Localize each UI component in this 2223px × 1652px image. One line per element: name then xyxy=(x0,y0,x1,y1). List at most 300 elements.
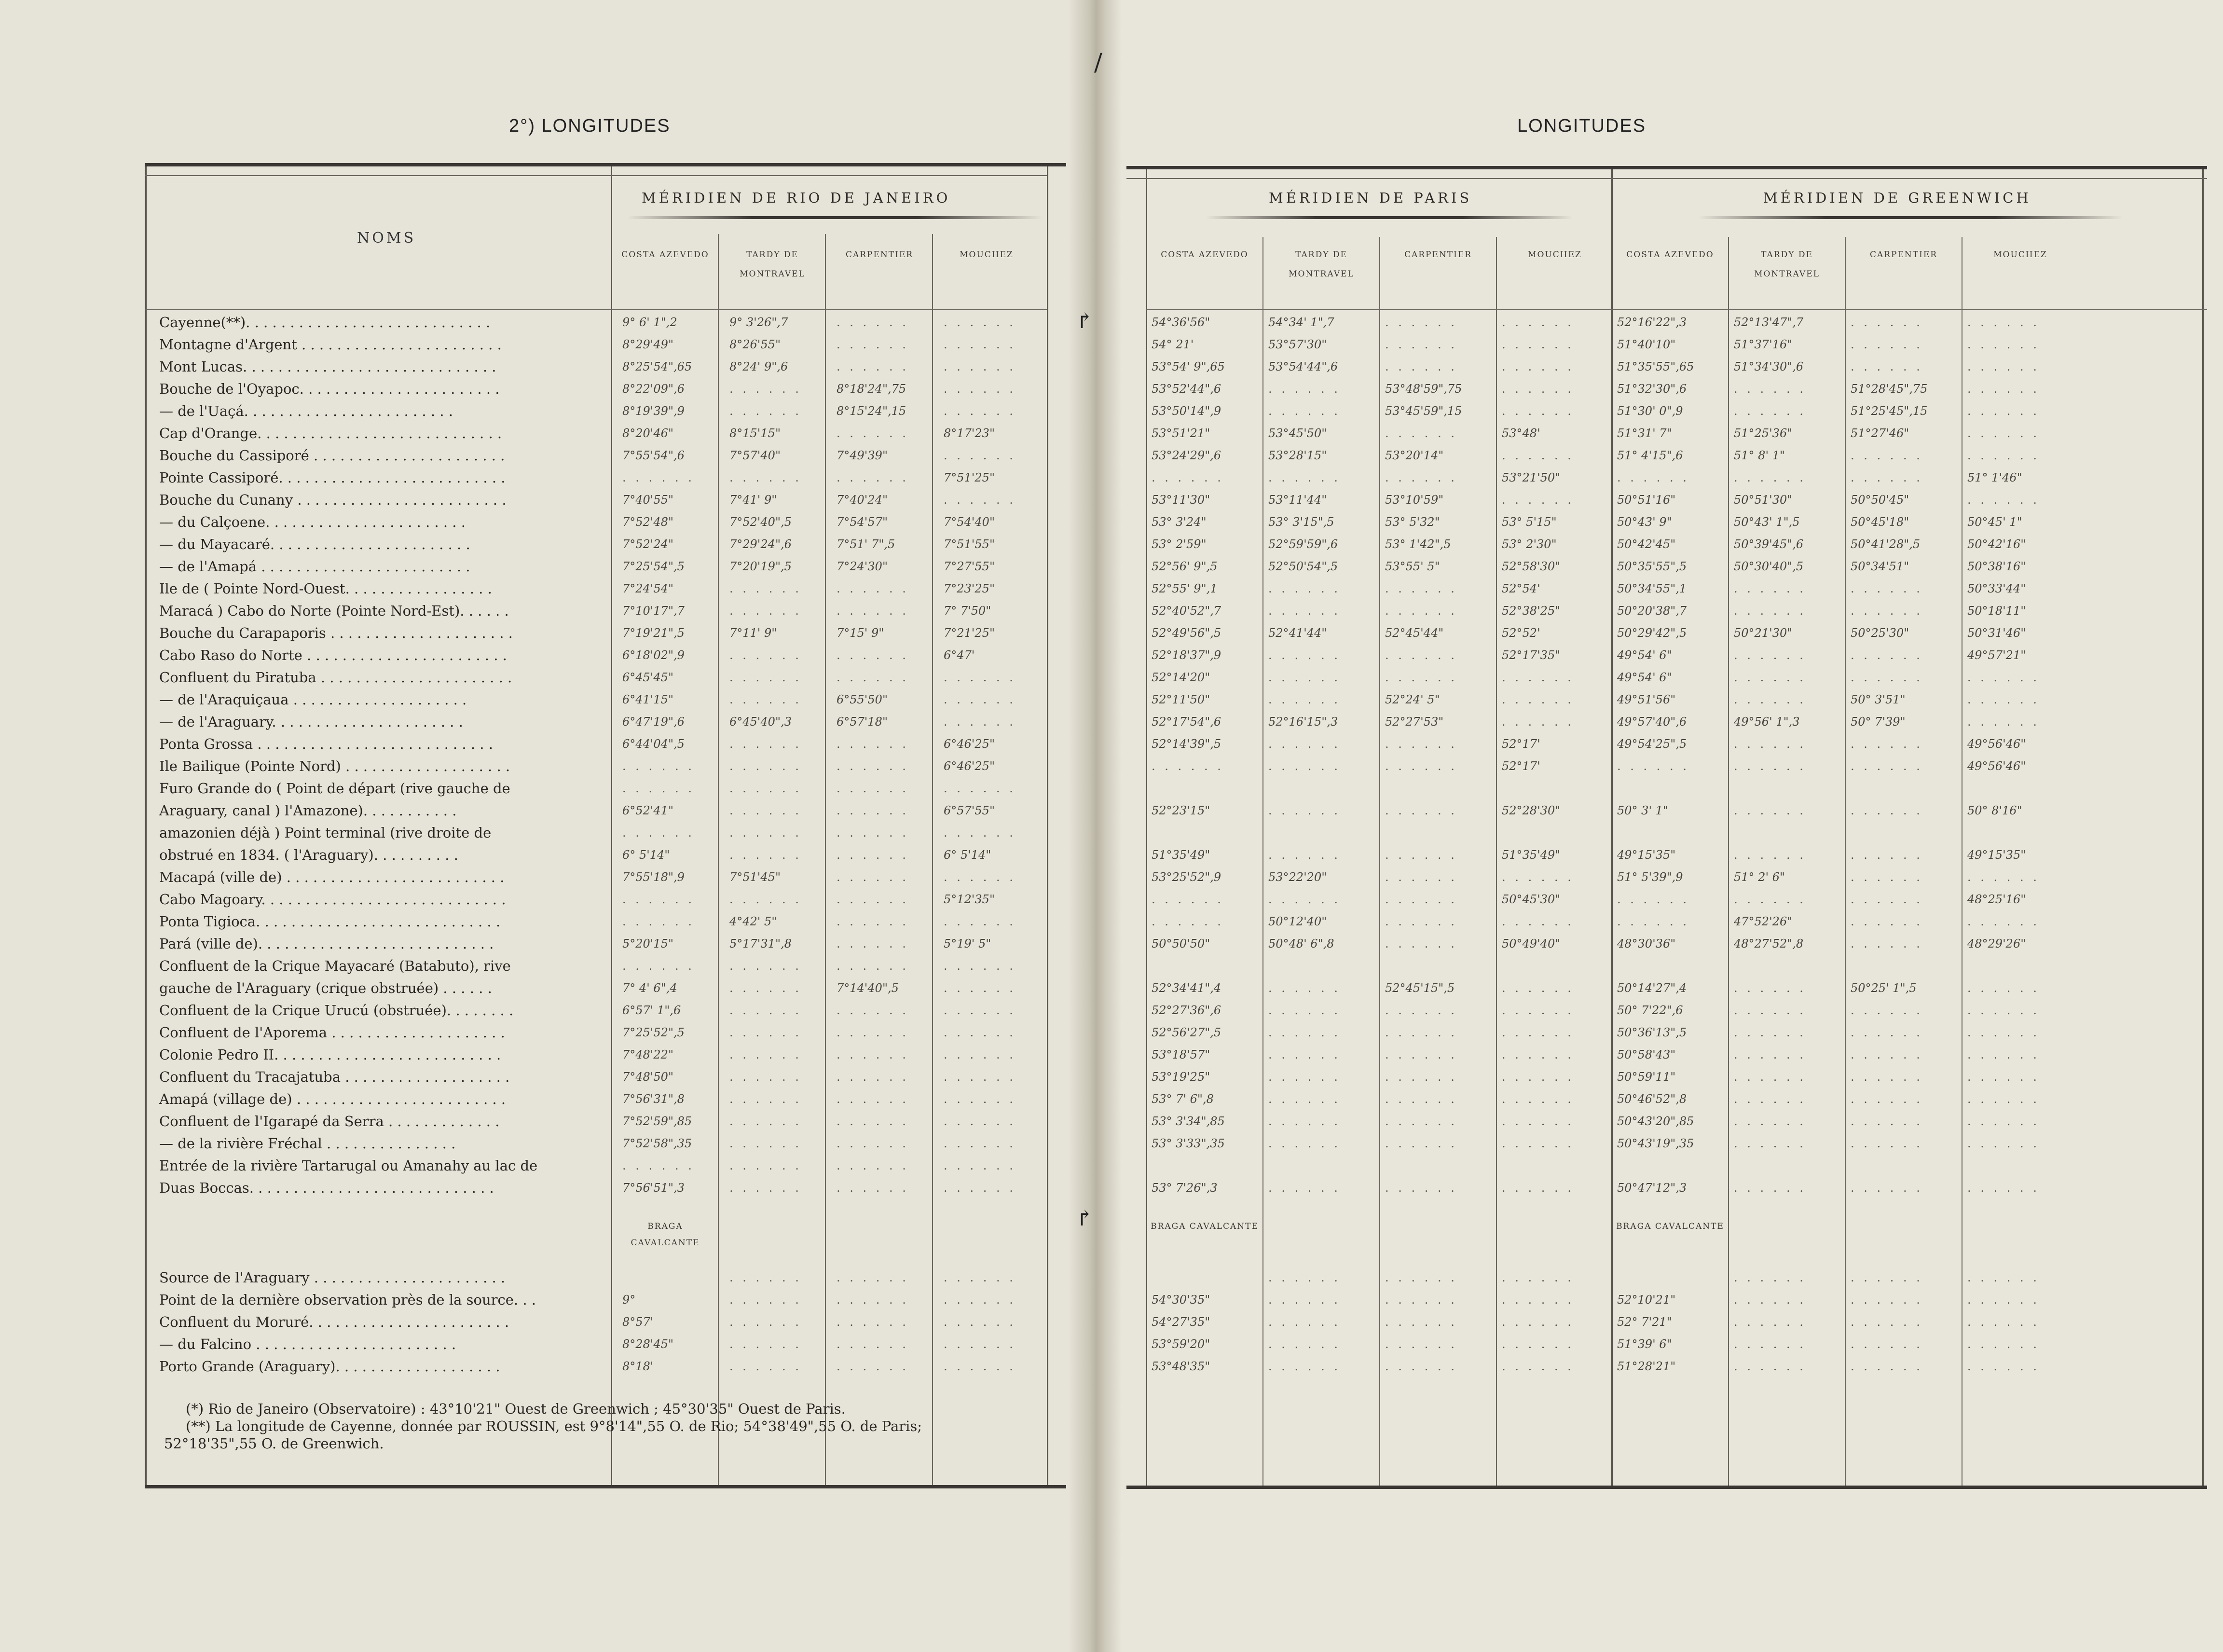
empty-cell: . . . . . . xyxy=(1385,848,1457,862)
empty-cell: . . . . . . xyxy=(1385,360,1457,373)
meridian-longitude: 50°51'30" xyxy=(1734,493,1793,507)
empty-cell: . . . . . . xyxy=(944,915,1016,928)
rio-longitude: 4°42' 5" xyxy=(729,915,777,928)
empty-cell: . . . . . . xyxy=(1385,1315,1457,1329)
empty-cell: . . . . . . xyxy=(837,360,909,373)
empty-cell: . . . . . . xyxy=(837,826,909,840)
empty-cell: . . . . . . xyxy=(944,1048,1016,1061)
empty-cell: . . . . . . xyxy=(729,1159,802,1172)
empty-cell: . . . . . . xyxy=(1851,449,1923,462)
empty-cell: . . . . . . xyxy=(1851,1315,1923,1329)
meridian-longitude: 53°48' xyxy=(1502,427,1540,440)
empty-cell: . . . . . . xyxy=(1502,449,1574,462)
empty-cell: . . . . . . xyxy=(1851,848,1923,862)
meridian-longitude: 52°17' xyxy=(1502,737,1540,751)
row-name: Confluent du Piratuba . . . . . . . . . . . . . . . . . . . . . . xyxy=(159,669,512,686)
empty-cell: . . . . . . xyxy=(1385,1337,1457,1351)
meridian-longitude: 53°11'44" xyxy=(1268,493,1327,507)
rio-longitude: 8°19'39",9 xyxy=(622,404,685,418)
rio-longitude: 7° 4' 6",4 xyxy=(622,981,677,995)
meridian-longitude: 50°39'45",6 xyxy=(1734,537,1804,551)
empty-cell: . . . . . . xyxy=(1734,1315,1806,1329)
empty-cell: . . . . . . xyxy=(837,848,909,862)
meridian-longitude: 50°51'16" xyxy=(1617,493,1676,507)
empty-cell: . . . . . . xyxy=(837,604,909,618)
empty-cell: . . . . . . xyxy=(1268,1026,1341,1039)
rio-longitude: 7°56'31",8 xyxy=(622,1092,685,1106)
rio-longitude: 7°55'54",6 xyxy=(622,449,685,462)
meridian-longitude: 50° 3' 1" xyxy=(1617,804,1668,817)
empty-cell: . . . . . . xyxy=(837,893,909,906)
meridian-longitude: 51°34'30",6 xyxy=(1734,360,1804,373)
rio-longitude: 6°44'04",5 xyxy=(622,737,685,751)
empty-cell: . . . . . . xyxy=(1268,1360,1341,1373)
rio-longitude: 7°48'22" xyxy=(622,1048,673,1061)
meridian-longitude: 53°21'50" xyxy=(1502,471,1561,484)
row-name: Porto Grande (Araguary). . . . . . . . . . . . . . . . . . . xyxy=(159,1358,500,1375)
empty-cell: . . . . . . xyxy=(1851,1137,1923,1150)
empty-cell: . . . . . . xyxy=(1851,316,1923,329)
meridian-longitude: 50°59'11" xyxy=(1617,1070,1676,1084)
column-header: TARDY DE MONTRAVEL xyxy=(740,250,805,279)
empty-cell: . . . . . . xyxy=(1851,893,1923,906)
empty-cell: . . . . . . xyxy=(837,1181,909,1195)
meridian-longitude: 53°50'14",9 xyxy=(1152,404,1221,418)
meridian-longitude: 52°27'36",6 xyxy=(1152,1004,1221,1017)
meridian-longitude: 53° 7' 6",8 xyxy=(1152,1092,1214,1106)
rio-longitude: 7°14'40",5 xyxy=(837,981,899,995)
rio-longitude: 8°22'09",6 xyxy=(622,382,685,396)
empty-cell: . . . . . . xyxy=(1385,338,1457,351)
meridian-longitude: 50°42'16" xyxy=(1967,537,2026,551)
empty-cell: . . . . . . xyxy=(1152,759,1224,773)
meridian-longitude: 52°55' 9",1 xyxy=(1152,582,1218,595)
rio-longitude: 9° 3'26",7 xyxy=(729,316,788,329)
meridian-longitude: 52°45'15",5 xyxy=(1385,981,1455,995)
meridian-longitude: 53°51'21" xyxy=(1152,427,1210,440)
column-header: MOUCHEZ xyxy=(1993,250,2047,260)
empty-cell: . . . . . . xyxy=(1502,715,1574,729)
rio-longitude: 7°51'55" xyxy=(944,537,995,551)
empty-cell: . . . . . . xyxy=(837,1315,909,1329)
empty-cell: . . . . . . xyxy=(1734,1048,1806,1061)
empty-cell: . . . . . . xyxy=(1967,360,2040,373)
empty-cell: . . . . . . xyxy=(1967,1026,2040,1039)
empty-cell: . . . . . . xyxy=(729,1092,802,1106)
empty-cell: . . . . . . xyxy=(1734,1360,1806,1373)
empty-cell: . . . . . . xyxy=(1385,427,1457,440)
empty-cell: . . . . . . xyxy=(1502,671,1574,684)
meridian-longitude: 51°35'49" xyxy=(1152,848,1210,862)
empty-cell: . . . . . . xyxy=(1967,1004,2040,1017)
rio-longitude: 7°57'40" xyxy=(729,449,781,462)
rio-longitude: 7°54'57" xyxy=(837,515,888,529)
rio-longitude: 7°52'58",35 xyxy=(622,1137,692,1150)
empty-cell: . . . . . . xyxy=(1734,404,1806,418)
row-name: Mont Lucas. . . . . . . . . . . . . . . . . . . . . . . . . . . . . xyxy=(159,358,496,375)
empty-cell: . . . . . . xyxy=(1268,671,1341,684)
rio-longitude: 7°24'30" xyxy=(837,560,888,573)
empty-cell: . . . . . . xyxy=(1268,1181,1341,1195)
meridian-longitude: 53°54' 9",65 xyxy=(1152,360,1225,373)
empty-cell: . . . . . . xyxy=(729,693,802,706)
empty-cell: . . . . . . xyxy=(729,1070,802,1084)
empty-cell: . . . . . . xyxy=(1502,1048,1574,1061)
meridian-longitude: 47°52'26" xyxy=(1734,915,1793,928)
rio-longitude: 8°20'46" xyxy=(622,427,673,440)
meridian-longitude: 54° 21' xyxy=(1152,338,1194,351)
meridian-longitude: 53° 7'26",3 xyxy=(1152,1181,1218,1195)
empty-cell: . . . . . . xyxy=(729,893,802,906)
row-name: Ile de ( Pointe Nord-Ouest. . . . . . . . . . . . . . . . . xyxy=(159,580,492,597)
meridian-longitude: 52°17' xyxy=(1502,759,1540,773)
empty-cell: . . . . . . xyxy=(1502,316,1574,329)
row-name: Confluent de la Crique Urucú (obstruée). . . . . . . . xyxy=(159,1002,514,1019)
empty-cell: . . . . . . xyxy=(1851,1271,1923,1284)
greenwich-meridian-header: MÉRIDIEN DE GREENWICH xyxy=(1763,190,2031,206)
empty-cell: . . . . . . xyxy=(1502,1315,1574,1329)
empty-cell: . . . . . . xyxy=(729,782,802,795)
meridian-longitude: 52°41'44" xyxy=(1268,626,1327,640)
meridian-longitude: 53°45'50" xyxy=(1268,427,1327,440)
meridian-longitude: 53°52'44",6 xyxy=(1152,382,1221,396)
empty-cell: . . . . . . xyxy=(944,1092,1016,1106)
empty-cell: . . . . . . xyxy=(944,870,1016,884)
empty-cell: . . . . . . xyxy=(837,427,909,440)
empty-cell: . . . . . . xyxy=(1967,1315,2040,1329)
empty-cell: . . . . . . xyxy=(729,1181,802,1195)
empty-cell: . . . . . . xyxy=(729,382,802,396)
row-name: Bouche du Cunany . . . . . . . . . . . . . . . . . . . . . . . . xyxy=(159,492,507,508)
empty-cell: . . . . . . xyxy=(944,404,1016,418)
empty-cell: . . . . . . xyxy=(1734,1004,1806,1017)
rio-longitude: 7°11' 9" xyxy=(729,626,777,640)
meridian-longitude: 50°50'45" xyxy=(1851,493,1909,507)
meridian-longitude: 53°19'25" xyxy=(1152,1070,1210,1084)
meridian-longitude: 53° 3'15",5 xyxy=(1268,515,1334,529)
meridian-longitude: 50°25'30" xyxy=(1851,626,1909,640)
meridian-longitude: 49°54' 6" xyxy=(1617,648,1672,662)
meridian-longitude: 52°16'15",3 xyxy=(1268,715,1338,729)
column-header: COSTA AZEVEDO xyxy=(1626,250,1714,260)
meridian-longitude: 52°24' 5" xyxy=(1385,693,1440,706)
empty-cell: . . . . . . xyxy=(944,959,1016,973)
meridian-longitude: 51°25'36" xyxy=(1734,427,1793,440)
rio-longitude: 8°26'55" xyxy=(729,338,781,351)
empty-cell: . . . . . . xyxy=(1502,382,1574,396)
rio-longitude: 7°40'24" xyxy=(837,493,888,507)
empty-cell: . . . . . . xyxy=(1734,759,1806,773)
empty-cell: . . . . . . xyxy=(622,959,695,973)
meridian-longitude: 50°12'40" xyxy=(1268,915,1327,928)
empty-cell: . . . . . . xyxy=(944,1004,1016,1017)
meridian-longitude: 49°15'35" xyxy=(1967,848,2026,862)
empty-cell: . . . . . . xyxy=(944,360,1016,373)
empty-cell: . . . . . . xyxy=(1152,893,1224,906)
rio-longitude: 9° 6' 1",2 xyxy=(622,316,677,329)
rio-longitude: 7°55'18",9 xyxy=(622,870,685,884)
empty-cell: . . . . . . xyxy=(729,404,802,418)
empty-cell: . . . . . . xyxy=(729,1026,802,1039)
empty-cell: . . . . . . xyxy=(1967,981,2040,995)
rio-longitude: 7°51'45" xyxy=(729,870,781,884)
empty-cell: . . . . . . xyxy=(1734,737,1806,751)
meridian-longitude: 50°35'55",5 xyxy=(1617,560,1687,573)
empty-cell: . . . . . . xyxy=(1385,737,1457,751)
meridian-longitude: 51°40'10" xyxy=(1617,338,1676,351)
empty-cell: . . . . . . xyxy=(1385,316,1457,329)
meridian-longitude: 53°57'30" xyxy=(1268,338,1327,351)
meridian-longitude: 53°28'15" xyxy=(1268,449,1327,462)
row-name: Bouche de l'Oyapoc. . . . . . . . . . . . . . . . . . . . . . . xyxy=(159,381,500,397)
rio-longitude: 6°47' xyxy=(944,648,975,662)
meridian-longitude: 53° 3'34",85 xyxy=(1152,1115,1225,1128)
meridian-longitude: 51°37'16" xyxy=(1734,338,1793,351)
empty-cell: . . . . . . xyxy=(1268,1048,1341,1061)
meridian-longitude: 51°30' 0",9 xyxy=(1617,404,1683,418)
empty-cell: . . . . . . xyxy=(1268,648,1341,662)
row-name: — de la rivière Fréchal . . . . . . . . . . . . . . . xyxy=(159,1135,456,1152)
row-name: — du Mayacaré. . . . . . . . . . . . . . . . . . . . . . . xyxy=(159,536,470,552)
empty-cell: . . . . . . xyxy=(1851,1337,1923,1351)
meridian-longitude: 48°27'52",8 xyxy=(1734,937,1804,950)
rio-longitude: 6°46'25" xyxy=(944,759,995,773)
meridian-longitude: 50°45' 1" xyxy=(1967,515,2022,529)
row-name: Confluent de l'Igarapé da Serra . . . . . . . . . . . . . xyxy=(159,1113,500,1129)
empty-cell: . . . . . . xyxy=(1268,382,1341,396)
empty-cell: . . . . . . xyxy=(837,1293,909,1307)
meridian-longitude: 53°59'20" xyxy=(1152,1337,1210,1351)
empty-cell: . . . . . . xyxy=(1734,1271,1806,1284)
margin-tab-mark: ↱ xyxy=(1076,1206,1094,1231)
row-name: Araguary, canal ) l'Amazone). . . . . . . . . . . xyxy=(159,802,457,819)
rio-longitude: 6°57'18" xyxy=(837,715,888,729)
meridian-longitude: 50°48' 6",8 xyxy=(1268,937,1334,950)
empty-cell: . . . . . . xyxy=(1385,915,1457,928)
row-name: Furo Grande do ( Point de départ (rive gauche de xyxy=(159,780,510,797)
meridian-longitude: 50°42'45" xyxy=(1617,537,1676,551)
row-name: Bouche du Carapaporis . . . . . . . . . . . . . . . . . . . . . xyxy=(159,625,513,641)
meridian-longitude: 52°17'35" xyxy=(1502,648,1561,662)
meridian-longitude: 49°56'46" xyxy=(1967,737,2026,751)
footnote: (**) La longitude de Cayenne, donnée par ROUSSIN, est 9°8'14",55 O. de Rio; 54°38'49",55 O. de Paris; xyxy=(186,1418,922,1434)
empty-cell: . . . . . . xyxy=(1268,1137,1341,1150)
empty-cell: . . . . . . xyxy=(1502,1115,1574,1128)
meridian-longitude: 51°35'55",65 xyxy=(1617,360,1694,373)
meridian-longitude: 51° 8' 1" xyxy=(1734,449,1785,462)
rio-longitude: 7°25'52",5 xyxy=(622,1026,685,1039)
meridian-longitude: 50°46'52",8 xyxy=(1617,1092,1687,1106)
meridian-longitude: 52°50'54",5 xyxy=(1268,560,1338,573)
meridian-longitude: 52°11'50" xyxy=(1152,693,1210,706)
empty-cell: . . . . . . xyxy=(1851,671,1923,684)
empty-cell: . . . . . . xyxy=(729,1137,802,1150)
empty-cell: . . . . . . xyxy=(729,471,802,484)
empty-cell: . . . . . . xyxy=(729,1337,802,1351)
empty-cell: . . . . . . xyxy=(1385,759,1457,773)
empty-cell: . . . . . . xyxy=(1617,759,1689,773)
meridian-longitude: 50° 3'51" xyxy=(1851,693,1906,706)
rio-longitude: 7°52'24" xyxy=(622,537,673,551)
empty-cell: . . . . . . xyxy=(1967,915,2040,928)
empty-cell: . . . . . . xyxy=(1967,449,2040,462)
empty-cell: . . . . . . xyxy=(1502,1337,1574,1351)
meridian-longitude: 54°27'35" xyxy=(1152,1315,1210,1329)
empty-cell: . . . . . . xyxy=(944,1337,1016,1351)
rio-longitude: 9° xyxy=(622,1293,636,1307)
rio-longitude: 7°21'25" xyxy=(944,626,995,640)
header-rule xyxy=(627,216,1042,219)
row-name: Point de la dernière observation près de la source. . . xyxy=(159,1292,536,1308)
empty-cell: . . . . . . xyxy=(1502,1271,1574,1284)
rio-longitude: 7°56'51",3 xyxy=(622,1181,685,1195)
empty-cell: . . . . . . xyxy=(729,1360,802,1373)
empty-cell: . . . . . . xyxy=(1851,1026,1923,1039)
paris-meridian-header: MÉRIDIEN DE PARIS xyxy=(1269,190,1472,206)
empty-cell: . . . . . . xyxy=(944,1271,1016,1284)
rio-longitude: 7°23'25" xyxy=(944,582,995,595)
empty-cell: . . . . . . xyxy=(1734,1115,1806,1128)
empty-cell: . . . . . . xyxy=(1851,604,1923,618)
braga-cavalcante-header: BRAGA CAVALCANTE xyxy=(631,1222,700,1248)
empty-cell: . . . . . . xyxy=(1851,915,1923,928)
empty-cell: . . . . . . xyxy=(1734,604,1806,618)
row-name: Confluent du Tracajatuba . . . . . . . . . . . . . . . . . . . xyxy=(159,1069,510,1085)
meridian-longitude: 51°28'21" xyxy=(1617,1360,1676,1373)
column-header: COSTA AZEVEDO xyxy=(1161,250,1249,260)
empty-cell: . . . . . . xyxy=(1967,427,2040,440)
empty-cell: . . . . . . xyxy=(729,804,802,817)
meridian-longitude: 52°45'44" xyxy=(1385,626,1444,640)
empty-cell: . . . . . . xyxy=(1967,870,2040,884)
meridian-longitude: 53° 5'15" xyxy=(1502,515,1557,529)
empty-cell: . . . . . . xyxy=(837,471,909,484)
row-name: — de l'Uaçá. . . . . . . . . . . . . . . . . . . . . . . . xyxy=(159,403,453,419)
meridian-longitude: 51°35'49" xyxy=(1502,848,1561,862)
empty-cell: . . . . . . xyxy=(1502,981,1574,995)
meridian-longitude: 50°45'18" xyxy=(1851,515,1909,529)
meridian-longitude: 49°54' 6" xyxy=(1617,671,1672,684)
rio-longitude: 8°28'45" xyxy=(622,1337,673,1351)
greenwich-header-rule xyxy=(1698,216,2123,219)
empty-cell: . . . . . . xyxy=(1967,715,2040,729)
empty-cell: . . . . . . xyxy=(944,449,1016,462)
empty-cell: . . . . . . xyxy=(1967,1115,2040,1128)
empty-cell: . . . . . . xyxy=(1502,1004,1574,1017)
column-header: CARPENTIER xyxy=(1404,250,1472,260)
empty-cell: . . . . . . xyxy=(1967,382,2040,396)
empty-cell: . . . . . . xyxy=(1152,471,1224,484)
empty-cell: . . . . . . xyxy=(1385,870,1457,884)
empty-cell: . . . . . . xyxy=(622,826,695,840)
rio-longitude: 7°51'25" xyxy=(944,471,995,484)
row-name: Colonie Pedro II. . . . . . . . . . . . . . . . . . . . . . . . . . xyxy=(159,1046,501,1063)
margin-mark: / xyxy=(1089,48,1102,76)
meridian-longitude: 53° 1'42",5 xyxy=(1385,537,1451,551)
empty-cell: . . . . . . xyxy=(1734,582,1806,595)
rio-longitude: 8°24' 9",6 xyxy=(729,360,788,373)
meridian-longitude: 51°39' 6" xyxy=(1617,1337,1672,1351)
empty-cell: . . . . . . xyxy=(1851,1181,1923,1195)
empty-cell: . . . . . . xyxy=(1268,693,1341,706)
empty-cell: . . . . . . xyxy=(1851,870,1923,884)
empty-cell: . . . . . . xyxy=(622,1159,695,1172)
empty-cell: . . . . . . xyxy=(1967,316,2040,329)
empty-cell: . . . . . . xyxy=(1967,493,2040,507)
rio-longitude: 7°54'40" xyxy=(944,515,995,529)
row-name: Ile Bailique (Pointe Nord) . . . . . . . . . . . . . . . . . . . xyxy=(159,758,510,774)
column-header: MOUCHEZ xyxy=(1528,250,1582,260)
empty-cell: . . . . . . xyxy=(944,1181,1016,1195)
empty-cell: . . . . . . xyxy=(1502,1070,1574,1084)
rio-longitude: 7°40'55" xyxy=(622,493,673,507)
empty-cell: . . . . . . xyxy=(944,1360,1016,1373)
empty-cell: . . . . . . xyxy=(1734,1137,1806,1150)
meridian-longitude: 52°34'41",4 xyxy=(1152,981,1221,995)
empty-cell: . . . . . . xyxy=(1851,1360,1923,1373)
empty-cell: . . . . . . xyxy=(944,1293,1016,1307)
empty-cell: . . . . . . xyxy=(1502,1360,1574,1373)
rio-longitude: 7°52'59",85 xyxy=(622,1115,692,1128)
meridian-longitude: 52°56' 9",5 xyxy=(1152,560,1218,573)
empty-cell: . . . . . . xyxy=(1967,671,2040,684)
empty-cell: . . . . . . xyxy=(1268,1092,1341,1106)
meridian-longitude: 52°58'30" xyxy=(1502,560,1561,573)
row-name: Pará (ville de). . . . . . . . . . . . . . . . . . . . . . . . . . . xyxy=(159,936,494,952)
empty-cell: . . . . . . xyxy=(944,1315,1016,1329)
empty-cell: . . . . . . xyxy=(1268,604,1341,618)
empty-cell: . . . . . . xyxy=(1967,1092,2040,1106)
rio-longitude: 6°57'55" xyxy=(944,804,995,817)
empty-cell: . . . . . . xyxy=(1385,1271,1457,1284)
meridian-longitude: 50°18'11" xyxy=(1967,604,2026,618)
meridian-longitude: 53°20'14" xyxy=(1385,449,1444,462)
empty-cell: . . . . . . xyxy=(729,1271,802,1284)
empty-cell: . . . . . . xyxy=(1268,759,1341,773)
empty-cell: . . . . . . xyxy=(944,1070,1016,1084)
empty-cell: . . . . . . xyxy=(1268,848,1341,862)
empty-cell: . . . . . . xyxy=(1385,804,1457,817)
empty-cell: . . . . . . xyxy=(837,1092,909,1106)
empty-cell: . . . . . . xyxy=(1385,1181,1457,1195)
row-name: Amapá (village de) . . . . . . . . . . . . . . . . . . . . . . . . xyxy=(159,1091,506,1107)
row-name: obstrué en 1834. ( l'Araguary). . . . . . . . . . xyxy=(159,847,458,863)
empty-cell: . . . . . . xyxy=(1502,493,1574,507)
empty-cell: . . . . . . xyxy=(1268,804,1341,817)
empty-cell: . . . . . . xyxy=(1268,1293,1341,1307)
empty-cell: . . . . . . xyxy=(1617,893,1689,906)
empty-cell: . . . . . . xyxy=(837,1070,909,1084)
empty-cell: . . . . . . xyxy=(1967,1360,2040,1373)
empty-cell: . . . . . . xyxy=(1851,1115,1923,1128)
meridian-longitude: 51°28'45",75 xyxy=(1851,382,1928,396)
rio-meridian-header: MÉRIDIEN DE RIO DE JANEIRO xyxy=(642,190,951,206)
noms-header: NOMS xyxy=(357,230,416,247)
empty-cell: . . . . . . xyxy=(1734,893,1806,906)
meridian-longitude: 52° 7'21" xyxy=(1617,1315,1672,1329)
empty-cell: . . . . . . xyxy=(1734,671,1806,684)
meridian-longitude: 52°49'56",5 xyxy=(1152,626,1221,640)
empty-cell: . . . . . . xyxy=(837,1004,909,1017)
empty-cell: . . . . . . xyxy=(1734,693,1806,706)
empty-cell: . . . . . . xyxy=(1734,1181,1806,1195)
empty-cell: . . . . . . xyxy=(944,671,1016,684)
empty-cell: . . . . . . xyxy=(1967,338,2040,351)
meridian-longitude: 53°10'59" xyxy=(1385,493,1444,507)
empty-cell: . . . . . . xyxy=(1734,1337,1806,1351)
empty-cell: . . . . . . xyxy=(837,1048,909,1061)
meridian-longitude: 53° 2'30" xyxy=(1502,537,1557,551)
